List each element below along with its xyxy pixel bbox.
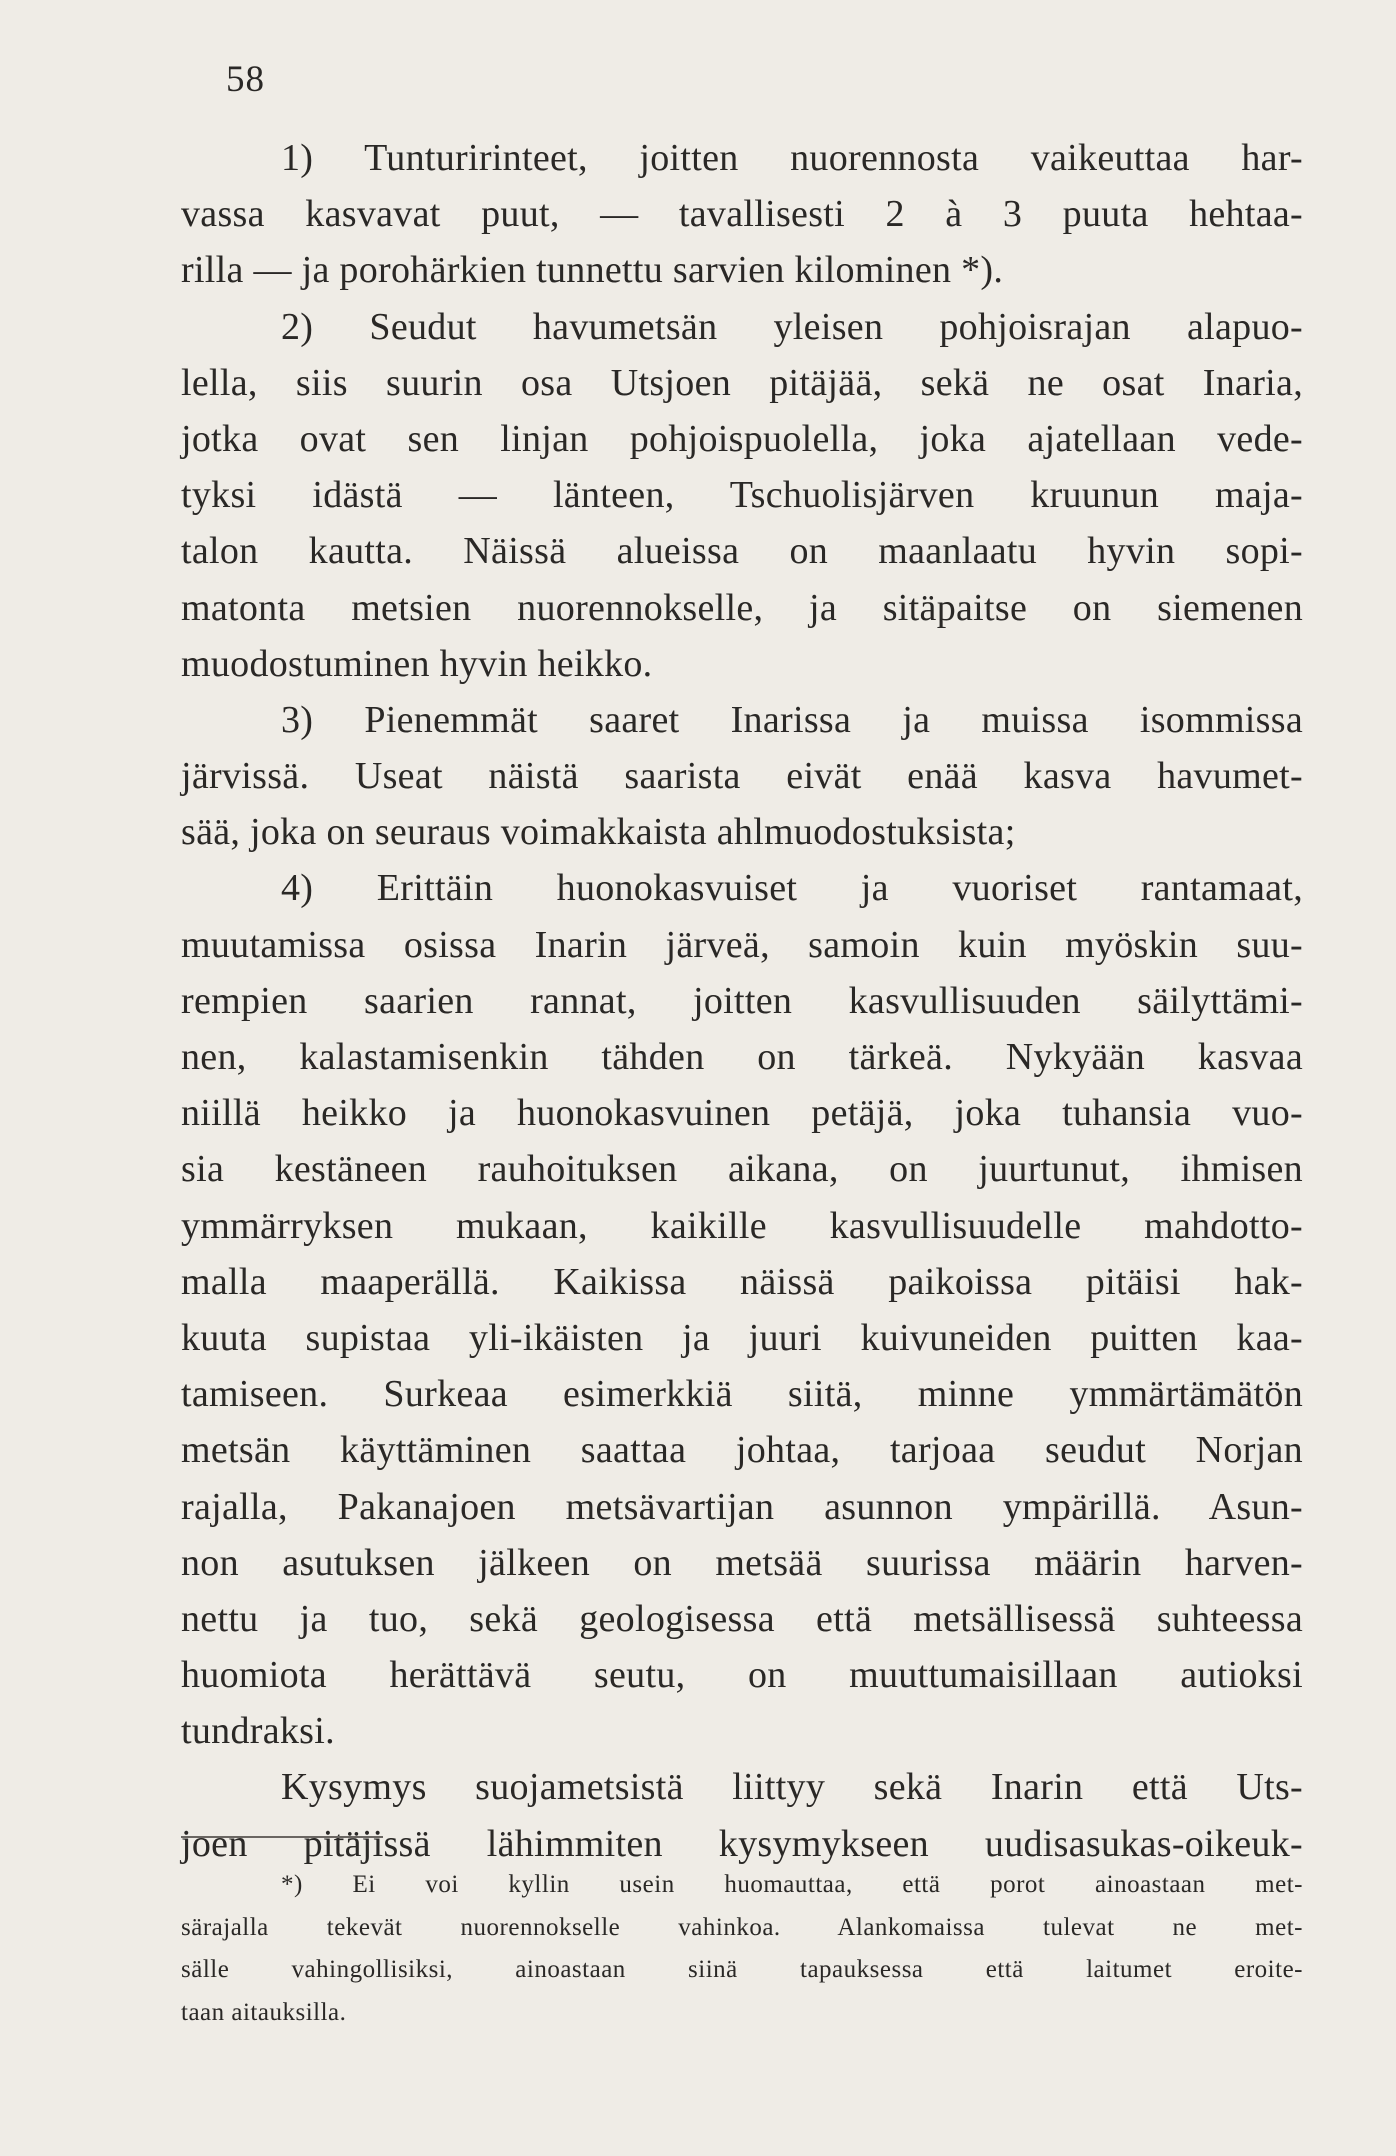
text-line: rempien saarien rannat, joitten kasvullisuuden säilyttämi- [181,979,1303,1022]
text-line: kuuta supistaa yli-ikäisten ja juuri kuivuneiden puitten kaa- [181,1316,1303,1359]
text-line: non asutuksen jälkeen on metsää suurissa määrin harven- [181,1541,1303,1584]
text-line: 4) Erittäin huonokasvuiset ja vuoriset rantamaat, [281,867,1303,910]
text-line: jotka ovat sen linjan pohjoispuolella, joka ajatellaan vede- [181,417,1303,460]
text-line: muutamissa osissa Inarin järveä, samoin kuin myöskin suu- [181,923,1303,966]
footnote-line: särajalla tekevät nuorennokselle vahinkoa. Alankomaissa tulevat ne met- [181,1913,1303,1941]
footnote-divider [181,1836,383,1838]
text-line: vassa kasvavat puut, — tavallisesti 2 à 3 puuta hehtaa- [181,193,1303,236]
text-line: metsän käyttäminen saattaa johtaa, tarjoaa seudut Norjan [181,1429,1303,1472]
text-line: Kysymys suojametsistä liittyy sekä Inarin että Uts- [281,1766,1303,1809]
text-line: rajalla, Pakanajoen metsävartijan asunnon ympärillä. Asun- [181,1485,1303,1528]
text-line: niillä heikko ja huonokasvuinen petäjä, joka tuhansia vuo- [181,1092,1303,1135]
footnote-line: sälle vahingollisiksi, ainoastaan siinä tapauksessa että laitumet eroite- [181,1956,1303,1983]
footnote-line: taan aitauksilla. [181,1998,347,2026]
text-line: malla maaperällä. Kaikissa näissä paikoissa pitäisi hak- [181,1260,1303,1303]
text-line: huomiota herättävä seutu, on muuttumaisillaan autioksi [181,1654,1303,1697]
text-line: lella, siis suurin osa Utsjoen pitäjää, sekä ne osat Inaria, [181,361,1303,404]
text-line: talon kautta. Näissä alueissa on maanlaatu hyvin sopi- [181,530,1303,573]
text-line: nen, kalastamisenkin tähden on tärkeä. Nykyään kasvaa [181,1036,1303,1078]
text-line: rilla — ja porohärkien tunnettu sarvien kilominen *). [181,249,1004,292]
text-line: nettu ja tuo, sekä geologisessa että metsällisessä suhteessa [181,1597,1303,1640]
text-line: sia kestäneen rauhoituksen aikana, on juurtunut, ihmisen [181,1148,1303,1191]
text-line: tyksi idästä — länteen, Tschuolisjärven kruunun maja- [181,474,1303,517]
text-line: järvissä. Useat näistä saarista eivät enää kasva havumet- [181,755,1303,798]
text-line: matonta metsien nuorennokselle, ja sitäpaitse on siemenen [181,586,1303,629]
text-line: tundraksi. [181,1710,335,1753]
text-line: joen pitäjissä lähimmiten kysymykseen uudisasukas-oikeuk- [181,1822,1303,1865]
text-line: sää, joka on seuraus voimakkaista ahlmuodostuksista; [181,811,1016,854]
text-line: ymmärryksen mukaan, kaikille kasvullisuudelle mahdotto- [181,1204,1303,1247]
footnote-line: *) Ei voi kyllin usein huomauttaa, että porot ainoastaan met- [281,1871,1303,1898]
text-line: 2) Seudut havumetsän yleisen pohjoisrajan alapuo- [281,305,1303,348]
text-line: tamiseen. Surkeaa esimerkkiä siitä, minne ymmärtämätön [181,1373,1303,1416]
text-line: muodostuminen hyvin heikko. [181,642,653,685]
text-line: 1) Tunturirinteet, joitten nuorennosta vaikeuttaa har- [281,137,1303,179]
text-line: 3) Pienemmät saaret Inarissa ja muissa isommissa [281,698,1303,741]
body-text [181,130,1303,1872]
footnotes [181,1864,1303,2034]
page-number: 58 [226,59,265,100]
